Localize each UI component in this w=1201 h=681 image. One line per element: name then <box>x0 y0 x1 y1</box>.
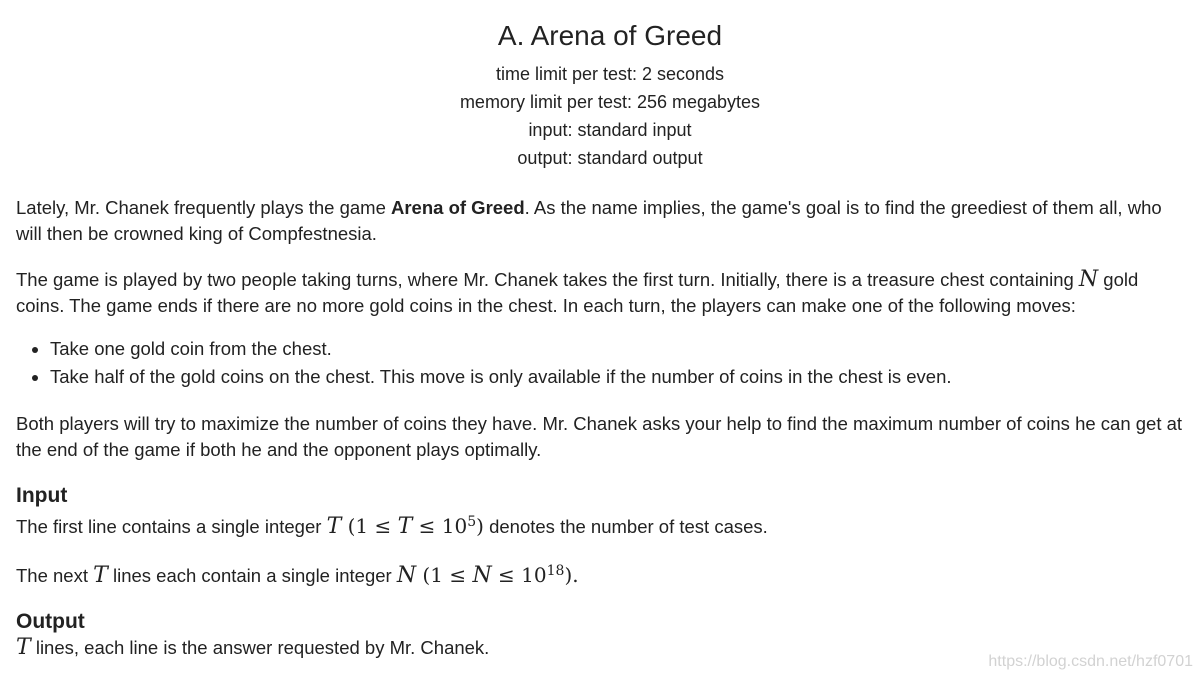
problem-title: A. Arena of Greed <box>497 20 723 51</box>
statement-text: Lately, Mr. Chanek frequently plays the game <box>16 197 391 218</box>
math-exponent: 5 <box>467 514 477 530</box>
output-spec: output: standard output <box>517 148 703 168</box>
input-line-2 <box>16 558 1188 589</box>
moves-list <box>16 335 1188 391</box>
input-line-1 <box>16 509 1188 540</box>
math-paren: ). <box>564 563 579 588</box>
output-text: lines, each line is the answer requested by Mr. Chanek. <box>30 637 490 659</box>
math-variable-n: N <box>472 563 492 589</box>
game-name: Arena of Greed <box>391 197 525 218</box>
memory-limit: memory limit per test: 256 megabytes <box>459 92 761 112</box>
output-section-title: Output <box>16 610 85 634</box>
input-spec: input: standard input <box>528 120 692 140</box>
math-paren: (1 ≤ <box>416 563 473 588</box>
list-item: • Take half of the gold coins on the chest. This move is only available if the number of coins in the chest is even. <box>50 363 1188 391</box>
math-variable-t: T <box>16 635 31 661</box>
math-paren: ) <box>476 514 484 539</box>
list-item: • Take one gold coin from the chest. <box>50 335 1188 363</box>
statement-paragraph-2 <box>16 267 1188 319</box>
watermark: https://blog.csdn.net/hzf0701 <box>988 653 1193 670</box>
math-variable-n: N <box>396 563 417 589</box>
problem-statement <box>16 195 1188 681</box>
math-bound: ≤ 10 <box>412 514 468 539</box>
statement-paragraph-3: Both players will try to maximize the number of coins they have. Mr. Chanek asks your help to find the maximum number of coins he can get at the end of the game if both he and the opponent plays optimally. <box>16 413 1183 460</box>
input-text: denotes the number of test cases. <box>483 516 768 538</box>
statement-text: . As the name implies, the game's goal is to find the greediest of them all, who will then be crowned king of Compfestnesia. <box>16 197 1162 244</box>
math-variable-n: N <box>1078 267 1099 292</box>
time-limit: time limit per test: 2 seconds <box>495 64 725 84</box>
input-text: lines each contain a single integer <box>107 565 397 587</box>
math-variable-t: T <box>397 514 413 540</box>
statement-paragraph-1 <box>16 195 1188 247</box>
math-paren: (1 ≤ <box>341 514 398 539</box>
math-bound: ≤ 10 <box>491 563 547 588</box>
statement-text: gold coins. The game ends if there are no more gold coins in the chest. In each turn, the players can make one of the following moves: <box>16 269 1139 316</box>
problem-header <box>0 18 1201 172</box>
statement-text: The game is played by two people taking turns, where Mr. Chanek takes the first turn. Initially, there is a treasure chest containing <box>16 269 1079 290</box>
math-variable-t: T <box>93 563 108 589</box>
input-text: The next <box>16 565 94 587</box>
input-section-title: Input <box>16 484 68 507</box>
input-text: The first line contains a single integer <box>16 516 327 538</box>
math-exponent: 18 <box>546 563 565 580</box>
math-variable-t: T <box>326 514 342 540</box>
